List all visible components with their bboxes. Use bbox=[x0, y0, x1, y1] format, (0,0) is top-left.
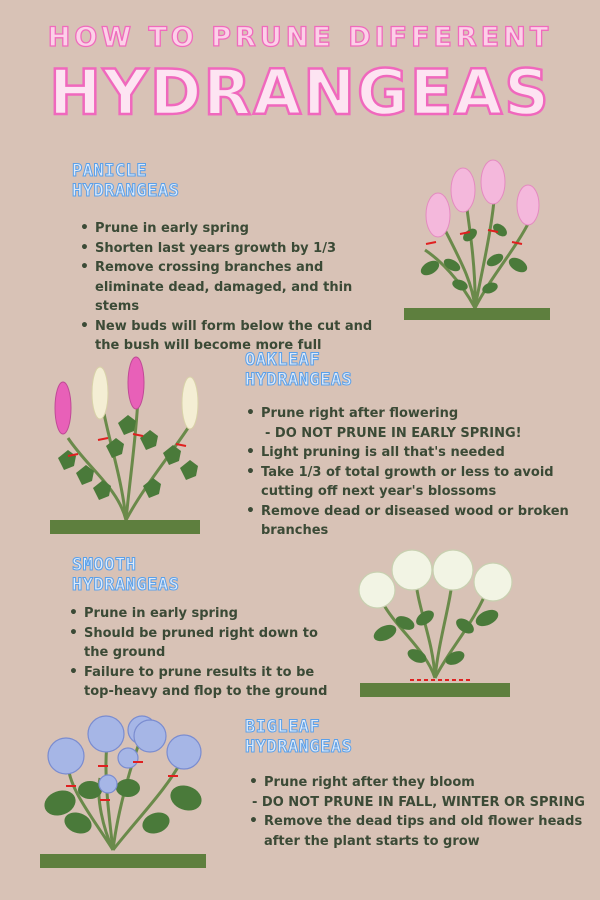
smooth-hydrangea-illustration bbox=[355, 548, 515, 700]
list-item: • Should be pruned right down to the ground bbox=[84, 624, 344, 663]
list-item: • Prune in early spring bbox=[95, 219, 395, 239]
leaves bbox=[41, 779, 205, 837]
flower-balls bbox=[359, 550, 512, 608]
heading-line1: PANICLE bbox=[72, 161, 148, 181]
heading-line1: BIGLEAF bbox=[245, 717, 321, 737]
stems bbox=[380, 573, 490, 678]
list-item: • Prune right after they bloom bbox=[264, 773, 600, 793]
panicle-hydrangea-illustration bbox=[400, 160, 550, 322]
grass bbox=[404, 308, 550, 320]
grass bbox=[360, 683, 510, 697]
page-title: HYDRANGEAS bbox=[49, 56, 551, 129]
bigleaf-instructions bbox=[244, 773, 600, 851]
heading-line1: OAKLEAF bbox=[245, 350, 321, 370]
flower-cones bbox=[426, 160, 539, 237]
list-item: • Remove dead or diseased wood or broken branches bbox=[261, 502, 591, 541]
list-item: • Take 1/3 of total growth or less to avoid cutting off next year's blossoms bbox=[261, 463, 591, 502]
list-item: • Shorten last years growth by 1/3 bbox=[95, 239, 395, 259]
list-item: • Remove the dead tips and old flower heads after the plant starts to grow bbox=[264, 812, 600, 851]
bigleaf-heading bbox=[245, 717, 352, 757]
bigleaf-hydrangea-illustration bbox=[38, 718, 208, 870]
list-item: • Prune in early spring bbox=[84, 604, 344, 624]
list-item: • Prune right after flowering bbox=[261, 404, 591, 424]
list-item: • New buds will form below the cut and the bush will become more full bbox=[95, 317, 395, 356]
heading-line2: HYDRANGEAS bbox=[245, 737, 353, 757]
smooth-instructions bbox=[64, 604, 344, 702]
heading-line2: HYDRANGEAS bbox=[72, 575, 180, 595]
heading-line2: HYDRANGEAS bbox=[245, 370, 353, 390]
heading-line2: HYDRANGEAS bbox=[72, 181, 180, 201]
list-item-warning: - DO NOT PRUNE IN FALL, WINTER OR SPRING bbox=[252, 794, 585, 810]
smooth-heading bbox=[72, 555, 179, 595]
oakleaf-instructions bbox=[241, 404, 591, 541]
list-item: • Remove crossing branches and eliminate dead, damaged, and thin stems bbox=[95, 258, 395, 317]
oakleaf-heading bbox=[245, 350, 352, 390]
oakleaf-hydrangea-illustration bbox=[48, 358, 203, 538]
list-item: • Light pruning is all that's needed bbox=[261, 443, 591, 463]
panicle-instructions bbox=[75, 219, 395, 356]
panicle-heading bbox=[72, 161, 179, 201]
list-item: • Failure to prune results it to be top-heavy and flop to the ground bbox=[84, 663, 344, 702]
grass bbox=[40, 854, 206, 868]
list-item-warning: - DO NOT PRUNE IN EARLY SPRING! bbox=[265, 425, 522, 441]
grass bbox=[50, 520, 200, 534]
heading-line1: SMOOTH bbox=[72, 555, 137, 575]
subtitle: HOW TO PRUNE DIFFERENT bbox=[47, 22, 553, 53]
